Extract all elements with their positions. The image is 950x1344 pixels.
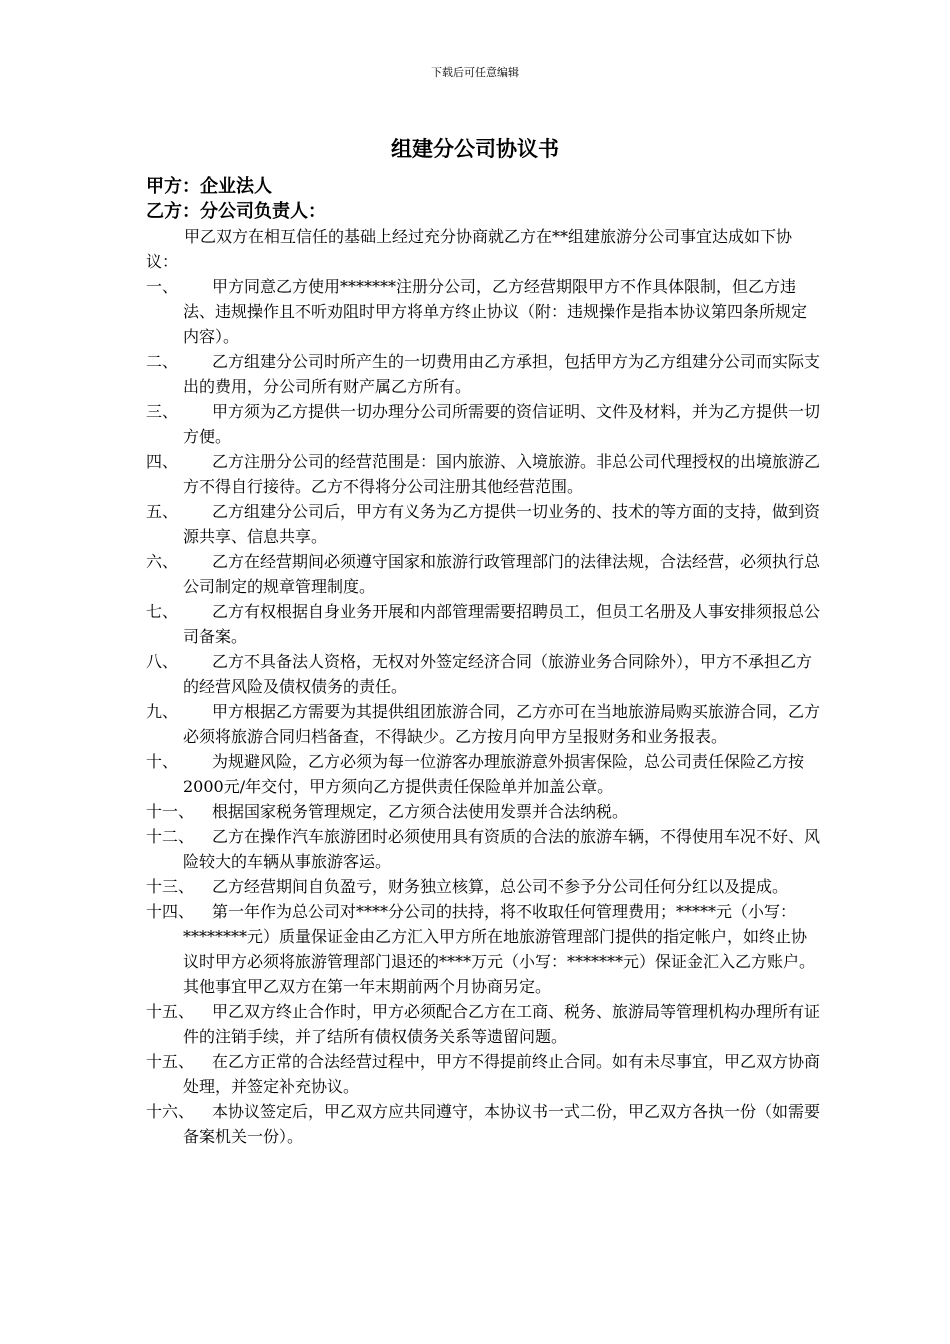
clause-text: 甲方须为乙方提供一切办理分公司所需要的资信证明、文件及材料，并为乙方提供一切方便。 — [183, 402, 821, 446]
clause-list — [146, 274, 822, 1149]
clause-text: 乙方在操作汽车旅游团时必须使用具有资质的合法的旅游车辆，不得使用车况不好、风险较大的车辆从事旅游客运。 — [183, 827, 821, 871]
clause-number: 三、 — [146, 402, 179, 421]
clause-text: 乙方有权根据自身业务开展和内部管理需要招聘员工，但员工名册及人事安排须报总公司备案。 — [183, 602, 821, 646]
clause-text: 根据国家税务管理规定，乙方须合法使用发票并合法纳税。 — [212, 802, 629, 821]
clause-text: 本协议签定后，甲乙双方应共同遵守，本协议书一式二份，甲乙双方各执一份（如需要备案机关一份）。 — [183, 1102, 821, 1146]
clause-text: 甲乙双方终止合作时，甲方必须配合乙方在工商、税务、旅游局等管理机构办理所有证件的注销手续，并了结所有债权债务关系等遗留问题。 — [183, 1002, 821, 1046]
clause-item — [146, 649, 822, 699]
clause-number: 六、 — [146, 552, 179, 571]
clause-number: 二、 — [146, 352, 179, 371]
clause-number: 七、 — [146, 602, 179, 621]
clause-item — [146, 824, 822, 874]
clause-number: 四、 — [146, 452, 179, 471]
clause-number: 十二、 — [146, 827, 195, 846]
clause-item — [146, 349, 822, 399]
clause-text: 乙方不具备法人资格，无权对外签定经济合同（旅游业务合同除外），甲方不承担乙方的经营风险及债权债务的责任。 — [183, 652, 813, 696]
clause-item — [146, 899, 822, 999]
clause-text: 乙方组建分公司后，甲方有义务为乙方提供一切业务的、技术的等方面的支持，做到资源共享、信息共享。 — [183, 502, 821, 546]
clause-item — [146, 749, 822, 799]
clause-number: 十六、 — [146, 1102, 195, 1121]
clause-item — [146, 699, 822, 749]
clause-item — [146, 449, 822, 499]
clause-item — [146, 799, 822, 824]
clause-item — [146, 1049, 822, 1099]
clause-text: 第一年作为总公司对****分公司的扶持，将不收取任何管理费用；*****元（小写：********元）质量保证金由乙方汇入甲方所在地旅游管理部门提供的指定帐户，如终止协议时甲方必须将旅游管理部门退还的****万元（小写：*******元）保证金汇入乙方账户。其他事宜甲乙双方在第一年末期前两个月协商另定。 — [183, 902, 816, 996]
document-title: 组建分公司协议书 — [391, 136, 559, 161]
clause-item — [146, 999, 822, 1049]
clause-item — [146, 274, 822, 349]
party-a-line: 甲方：企业法人 — [146, 176, 272, 197]
clause-item — [146, 399, 822, 449]
clause-number: 十、 — [146, 752, 179, 771]
party-b-line: 乙方：分公司负责人： — [146, 201, 326, 222]
clause-item — [146, 599, 822, 649]
clause-number: 十一、 — [146, 802, 195, 821]
clause-item — [146, 499, 822, 549]
page-header-note: 下载后可任意编辑 — [431, 66, 519, 79]
clause-number: 八、 — [146, 652, 179, 671]
clause-number: 十五、 — [146, 1052, 195, 1071]
clause-text: 在乙方正常的合法经营过程中，甲方不得提前终止合同。如有未尽事宜，甲乙双方协商处理，并签定补充协议。 — [183, 1052, 821, 1096]
clause-number: 一、 — [146, 277, 179, 296]
clause-text: 乙方在经营期间必须遵守国家和旅游行政管理部门的法律法规，合法经营，必须执行总公司制定的规章管理制度。 — [183, 552, 821, 596]
clause-text: 乙方组建分公司时所产生的一切费用由乙方承担，包括甲方为乙方组建分公司而实际支出的费用，分公司所有财产属乙方所有。 — [183, 352, 821, 396]
clause-text: 甲方同意乙方使用*******注册分公司，乙方经营期限甲方不作具体限制，但乙方违法、违规操作且不听劝阻时甲方将单方终止协议（附：违规操作是指本协议第四条所规定内容）。 — [183, 277, 808, 346]
intro-paragraph: 甲乙双方在相互信任的基础上经过充分协商就乙方在**组建旅游分公司事宜达成如下协议： — [146, 227, 793, 271]
clause-item — [146, 549, 822, 599]
clause-item — [146, 1099, 822, 1149]
clause-number: 五、 — [146, 502, 179, 521]
clause-number: 十五、 — [146, 1002, 195, 1021]
clause-text: 甲方根据乙方需要为其提供组团旅游合同，乙方亦可在当地旅游局购买旅游合同，乙方必须将旅游合同归档备查，不得缺少。乙方按月向甲方呈报财务和业务报表。 — [183, 702, 821, 746]
clause-text: 乙方经营期间自负盈亏，财务独立核算，总公司不参予分公司任何分红以及提成。 — [212, 877, 789, 896]
clause-number: 九、 — [146, 702, 179, 721]
clause-number: 十三、 — [146, 877, 195, 896]
clause-text: 为规避风险，乙方必须为每一位游客办理旅游意外损害保险，总公司责任保险乙方按2000元/年交付，甲方须向乙方提供责任保险单并加盖公章。 — [183, 752, 805, 796]
clause-item — [146, 874, 822, 899]
clause-text: 乙方注册分公司的经营范围是：国内旅游、入境旅游。非总公司代理授权的出境旅游乙方不得自行接待。乙方不得将分公司注册其他经营范围。 — [183, 452, 821, 496]
clause-number: 十四、 — [146, 902, 195, 921]
